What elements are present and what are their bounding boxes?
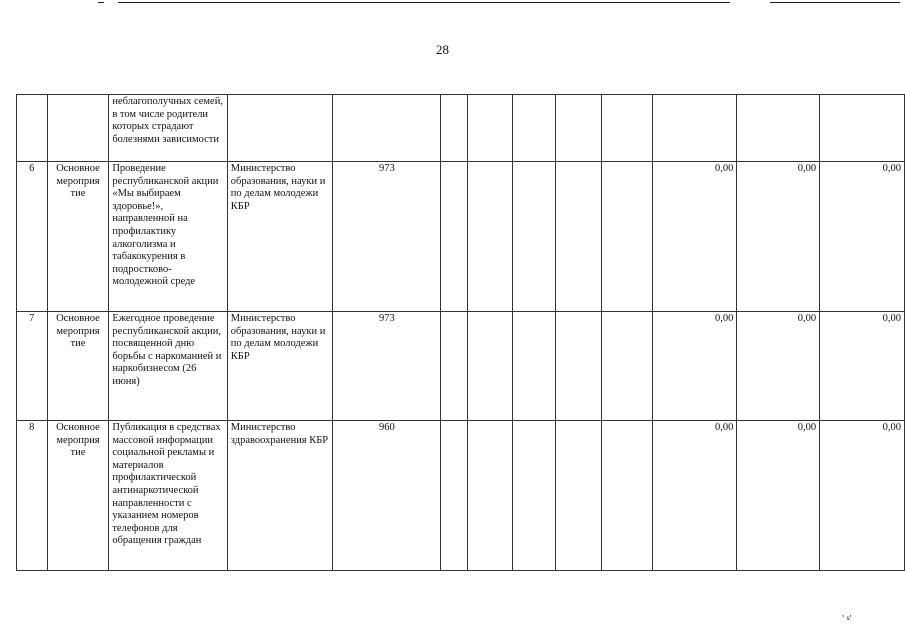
- empty-cell: [556, 421, 601, 571]
- table-row: [17, 421, 905, 571]
- row-value-1: 0,00: [652, 162, 737, 312]
- row-executor: Министерство образования, науки и по делам молодежи КБР: [227, 162, 333, 312]
- top-scan-line-2: [118, 2, 730, 3]
- row-code: 960: [333, 421, 441, 571]
- empty-cell: [556, 162, 601, 312]
- row-activity-name: неблагополучных семей, в том числе родители которых страдают болезнями зависимости: [109, 95, 227, 162]
- row-number: 6: [17, 162, 48, 312]
- row-value-3: 0,00: [820, 312, 905, 421]
- empty-cell: [513, 95, 556, 162]
- row-number: [17, 95, 48, 162]
- row-value-3: [820, 95, 905, 162]
- empty-cell: [601, 162, 652, 312]
- empty-cell: [468, 312, 513, 421]
- empty-cell: [468, 421, 513, 571]
- row-kind: Основное мероприя тие: [47, 312, 109, 421]
- row-executor: Министерство здравоохранения КБР: [227, 421, 333, 571]
- empty-cell: [601, 312, 652, 421]
- program-activities-table: [16, 94, 905, 571]
- corner-scan-mark: ʼ ˢʼ: [842, 614, 852, 624]
- empty-cell: [513, 312, 556, 421]
- empty-cell: [556, 95, 601, 162]
- row-value-1: 0,00: [652, 421, 737, 571]
- top-scan-line-1: [98, 2, 104, 3]
- row-kind: Основное мероприя тие: [47, 162, 109, 312]
- row-code: [333, 95, 441, 162]
- row-value-1: [652, 95, 737, 162]
- row-value-2: [737, 95, 820, 162]
- row-number: 8: [17, 421, 48, 571]
- row-kind: Основное мероприя тие: [47, 421, 109, 571]
- row-activity-name: Проведение республиканской акции «Мы выбираем здоровье!», направленной на профилактику алкоголизма и табакокурения в подростково-молодежной среде: [109, 162, 227, 312]
- row-value-3: 0,00: [820, 162, 905, 312]
- empty-cell: [468, 95, 513, 162]
- page-number: 28: [436, 42, 449, 57]
- empty-cell: [556, 312, 601, 421]
- row-value-2: 0,00: [737, 312, 820, 421]
- empty-cell: [441, 421, 468, 571]
- row-value-3: 0,00: [820, 421, 905, 571]
- row-kind: [47, 95, 109, 162]
- row-code: 973: [333, 312, 441, 421]
- table-row: [17, 95, 905, 162]
- row-activity-name: Публикация в средствах массовой информации социальной рекламы и материалов профилактической антинаркотической направленности с указанием номеров телефонов для обращения граждан: [109, 421, 227, 571]
- row-value-2: 0,00: [737, 162, 820, 312]
- empty-cell: [513, 162, 556, 312]
- empty-cell: [601, 95, 652, 162]
- empty-cell: [441, 95, 468, 162]
- row-value-1: 0,00: [652, 312, 737, 421]
- top-scan-line-3: [770, 2, 900, 3]
- row-executor: Министерство образования, науки и по делам молодежи КБР: [227, 312, 333, 421]
- row-executor: [227, 95, 333, 162]
- empty-cell: [468, 162, 513, 312]
- row-value-2: 0,00: [737, 421, 820, 571]
- row-activity-name: Ежегодное проведение республиканской акции, посвященной дню борьбы с наркоманией и наркобизнесом (26 июня): [109, 312, 227, 421]
- table-row: [17, 312, 905, 421]
- empty-cell: [441, 312, 468, 421]
- table-row: [17, 162, 905, 312]
- row-code: 973: [333, 162, 441, 312]
- empty-cell: [441, 162, 468, 312]
- empty-cell: [601, 421, 652, 571]
- empty-cell: [513, 421, 556, 571]
- row-number: 7: [17, 312, 48, 421]
